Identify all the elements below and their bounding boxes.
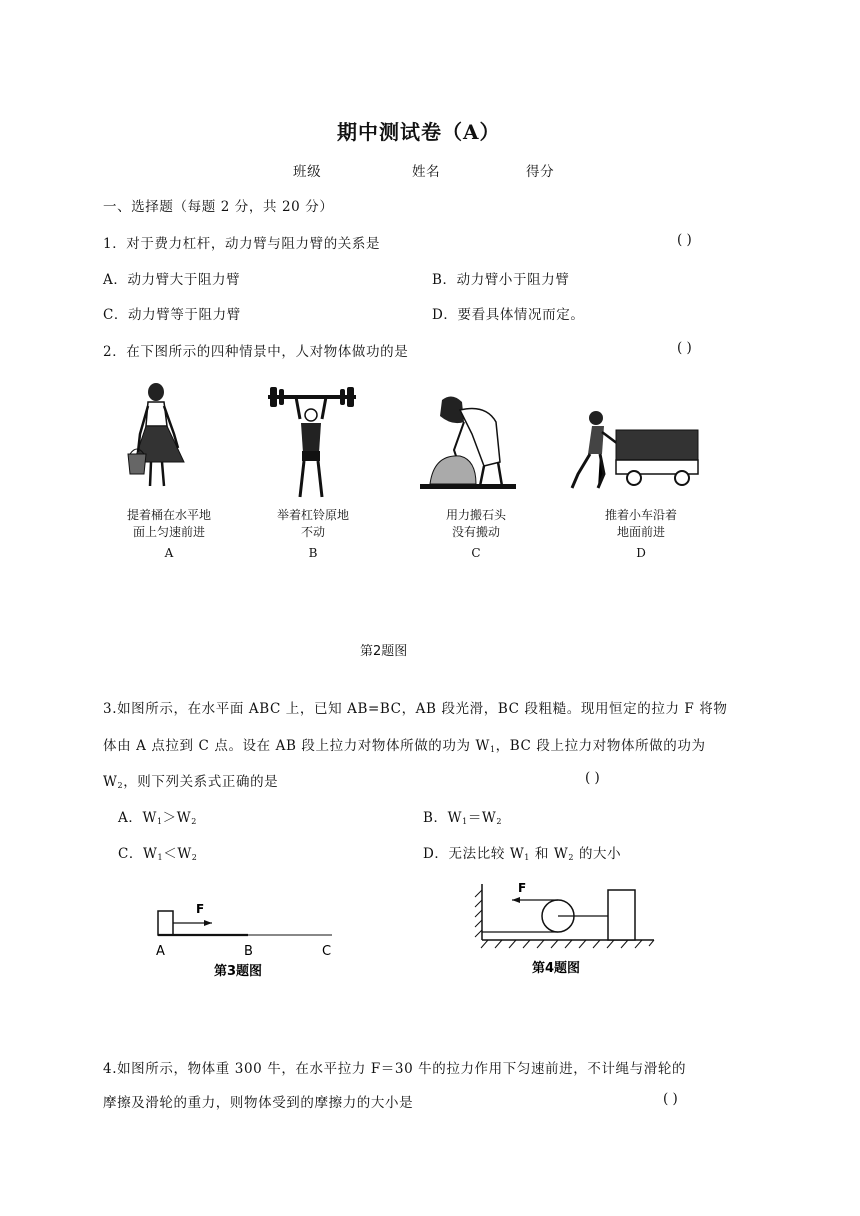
figure-2a-letter: A <box>164 546 174 560</box>
point-c-label: C <box>322 944 332 959</box>
answer-bracket-2: ( ) <box>677 340 692 356</box>
block <box>608 890 635 940</box>
woman-carrying-bucket-icon <box>118 382 198 494</box>
person-pushing-cart-icon <box>556 408 706 494</box>
force-label: F <box>196 902 205 916</box>
figure-2c-letter: C <box>471 546 481 560</box>
person-lifting-stone-icon <box>420 392 516 490</box>
option-1c: C．动力臂等于阻力臂 <box>103 307 241 323</box>
option-3c: C．$W_1<W_2$ <box>118 846 198 862</box>
force-label: F <box>518 881 527 895</box>
option-3d: D．无法比较 $W_1$ 和 $W_2$ 的大小 <box>423 846 622 862</box>
question-3-line2: 体由 A 点拉到 C 点。设在 AB 段上拉力对物体所做的功为 $W_1$，BC 段上拉力对物体所做的功为 <box>103 738 706 754</box>
block-a <box>158 911 173 935</box>
figure-4-diagram <box>472 878 658 980</box>
figure-2d-letter: D <box>636 546 646 560</box>
question-2-stem: 2．在下图所示的四种情景中，人对物体做功的是 <box>103 344 409 360</box>
weightlifter-icon <box>264 385 360 501</box>
page-title: 期中测试卷（A） <box>337 120 501 144</box>
option-1b: B．动力臂小于阻力臂 <box>432 272 570 288</box>
figure-4-caption: 第4题图 <box>532 961 581 976</box>
answer-bracket-4: ( ) <box>663 1091 678 1107</box>
option-3b: B．$W_1=W_2$ <box>423 810 503 826</box>
figure-2a-caption: 提着桶在水平地 面上匀速前进 A <box>108 507 230 562</box>
figure-2b-letter: B <box>308 546 318 560</box>
answer-bracket-1: ( ) <box>677 232 692 248</box>
question-3-line1: 3.如图所示，在水平面 ABC 上，已知 AB=BC，AB 段光滑，BC 段粗糙。现用恒定的拉力 F 将物 <box>103 701 728 717</box>
option-1a: A．动力臂大于阻力臂 <box>103 272 241 288</box>
figure-3-caption: 第3题图 <box>214 964 263 979</box>
score-label: 得分 <box>526 164 555 180</box>
section-heading: 一、选择题（每题 2 分，共 20 分） <box>103 199 334 215</box>
question-1-stem: 1．对于费力杠杆，动力臂与阻力臂的关系是 <box>103 236 381 252</box>
name-label: 姓名 <box>412 164 441 180</box>
figure-2-caption: 第2题图 <box>360 644 408 659</box>
figure-2b-caption: 举着杠铃原地 不动 B <box>252 507 374 562</box>
figure-2c-caption: 用力搬石头 没有搬动 C <box>415 507 537 562</box>
point-b-label: B <box>244 944 253 959</box>
option-1d: D．要看具体情况而定。 <box>432 307 585 323</box>
figure-2d-caption: 推着小车沿着 地面前进 D <box>580 507 702 562</box>
question-4-line1: 4.如图所示，物体重 300 牛，在水平拉力 F＝30 牛的拉力作用下匀速前进，不计绳与滑轮的 <box>103 1061 687 1077</box>
question-3-line3: $W_2$，则下列关系式正确的是 <box>103 774 279 790</box>
figure-3-diagram <box>150 895 350 985</box>
question-4-line2: 摩擦及滑轮的重力，则物体受到的摩擦力的大小是 <box>103 1095 414 1111</box>
answer-bracket-3: ( ) <box>585 770 600 786</box>
option-3a: A．$W_1>W_2$ <box>118 810 197 826</box>
class-label: 班级 <box>293 164 322 180</box>
point-a-label: A <box>156 944 165 959</box>
